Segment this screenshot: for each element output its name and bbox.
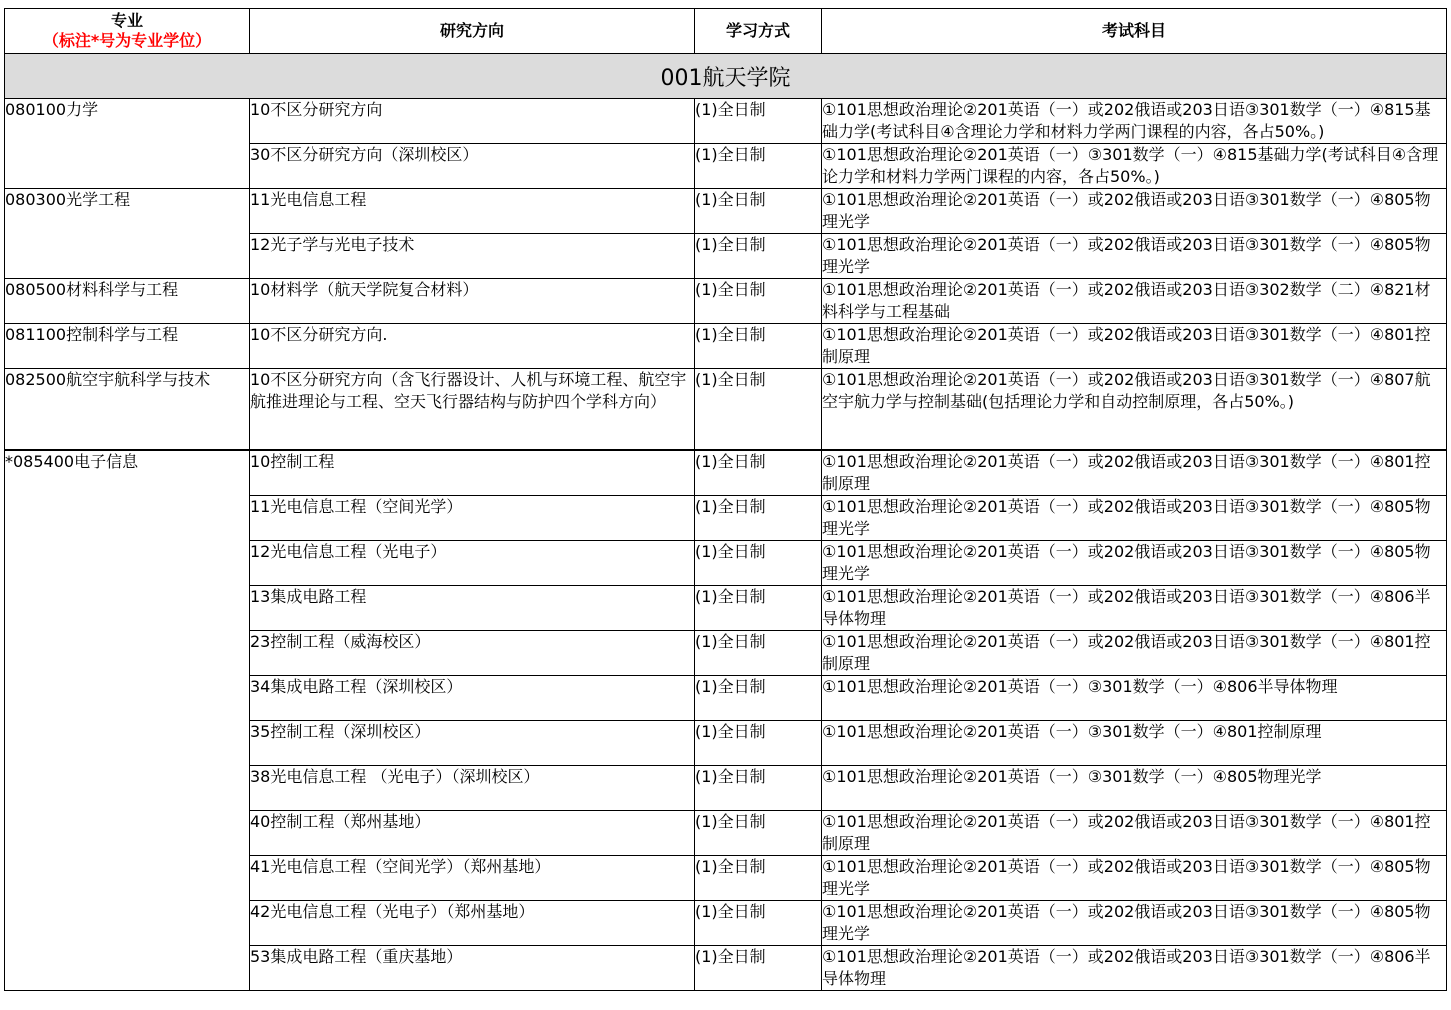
subjects-cell: ①101思想政治理论②201英语（一）或202俄语或203日语③301数学（一）④807航空宇航力学与控制基础(包括理论力学和自动控制原理，各占50%。): [822, 369, 1447, 450]
subjects-cell: ①101思想政治理论②201英语（一）或202俄语或203日语③301数学（一）④805物理光学: [822, 855, 1447, 900]
major-cell: 080100力学: [5, 99, 250, 189]
subjects-cell: ①101思想政治理论②201英语（一）或202俄语或203日语③301数学（一）④806半导体物理: [822, 585, 1447, 630]
direction-cell: 40控制工程（郑州基地）: [250, 810, 695, 855]
table-row: [5, 450, 1447, 496]
major-cell: 080300光学工程: [5, 189, 250, 279]
direction-cell: 13集成电路工程: [250, 585, 695, 630]
table-body: [5, 54, 1447, 991]
subjects-cell: ①101思想政治理论②201英语（一）或202俄语或203日语③301数学（一）④801控制原理: [822, 810, 1447, 855]
header-major-note: （标注*号为专业学位）: [42, 31, 212, 50]
subjects-cell: ①101思想政治理论②201英语（一）或202俄语或203日语③301数学（一）④805物理光学: [822, 540, 1447, 585]
subjects-cell: ①101思想政治理论②201英语（一）或202俄语或203日语③301数学（一）④805物理光学: [822, 189, 1447, 234]
direction-cell: 10不区分研究方向.: [250, 324, 695, 369]
direction-cell: 23控制工程（威海校区）: [250, 630, 695, 675]
mode-cell: (1)全日制: [695, 495, 822, 540]
mode-cell: (1)全日制: [695, 369, 822, 450]
direction-cell: 12光电信息工程（光电子）: [250, 540, 695, 585]
subjects-cell: ①101思想政治理论②201英语（一）③301数学（一）④805物理光学: [822, 765, 1447, 810]
subjects-cell: ①101思想政治理论②201英语（一）或202俄语或203日语③301数学（一）④805物理光学: [822, 900, 1447, 945]
direction-cell: 10控制工程: [250, 450, 695, 496]
direction-cell: 42光电信息工程（光电子）（郑州基地）: [250, 900, 695, 945]
direction-cell: 30不区分研究方向（深圳校区）: [250, 144, 695, 189]
subjects-cell: ①101思想政治理论②201英语（一）或202俄语或203日语③301数学（一）④805物理光学: [822, 234, 1447, 279]
major-cell: 082500航空宇航科学与技术: [5, 369, 250, 450]
mode-cell: (1)全日制: [695, 900, 822, 945]
mode-cell: (1)全日制: [695, 675, 822, 720]
table-row: [5, 279, 1447, 324]
subjects-cell: ①101思想政治理论②201英语（一）或202俄语或203日语③301数学（一）④801控制原理: [822, 630, 1447, 675]
header-major: [5, 9, 250, 54]
direction-cell: 10材料学（航天学院复合材料）: [250, 279, 695, 324]
mode-cell: (1)全日制: [695, 585, 822, 630]
mode-cell: (1)全日制: [695, 189, 822, 234]
table-row: [5, 324, 1447, 369]
mode-cell: (1)全日制: [695, 450, 822, 496]
subjects-cell: ①101思想政治理论②201英语（一）或202俄语或203日语③301数学（一）④801控制原理: [822, 450, 1447, 496]
mode-cell: (1)全日制: [695, 324, 822, 369]
school-row: [5, 54, 1447, 99]
school-title: 001航天学院: [5, 54, 1447, 99]
subjects-cell: ①101思想政治理论②201英语（一）③301数学（一）④815基础力学(考试科目④含理论力学和材料力学两门课程的内容，各占50%。): [822, 144, 1447, 189]
subjects-cell: ①101思想政治理论②201英语（一）或202俄语或203日语③301数学（一）④815基础力学(考试科目④含理论力学和材料力学两门课程的内容，各占50%。): [822, 99, 1447, 144]
table-row: [5, 369, 1447, 450]
direction-cell: 12光子学与光电子技术: [250, 234, 695, 279]
subjects-cell: ①101思想政治理论②201英语（一）或202俄语或203日语③301数学（一）④801控制原理: [822, 324, 1447, 369]
direction-cell: 11光电信息工程: [250, 189, 695, 234]
mode-cell: (1)全日制: [695, 144, 822, 189]
major-cell: 080500材料科学与工程: [5, 279, 250, 324]
mode-cell: (1)全日制: [695, 855, 822, 900]
header-direction: 研究方向: [250, 9, 695, 54]
table-row: [5, 99, 1447, 144]
mode-cell: (1)全日制: [695, 810, 822, 855]
subjects-cell: ①101思想政治理论②201英语（一）③301数学（一）④801控制原理: [822, 720, 1447, 765]
direction-cell: 41光电信息工程（空间光学）（郑州基地）: [250, 855, 695, 900]
header-subjects: 考试科目: [822, 9, 1447, 54]
direction-cell: 10不区分研究方向（含飞行器设计、人机与环境工程、航空宇航推进理论与工程、空天飞行器结构与防护四个学科方向）: [250, 369, 695, 450]
subjects-cell: ①101思想政治理论②201英语（一）或202俄语或203日语③302数学（二）④821材料科学与工程基础: [822, 279, 1447, 324]
direction-cell: 53集成电路工程（重庆基地）: [250, 945, 695, 990]
mode-cell: (1)全日制: [695, 234, 822, 279]
direction-cell: 11光电信息工程（空间光学）: [250, 495, 695, 540]
mode-cell: (1)全日制: [695, 765, 822, 810]
admission-table: [4, 8, 1447, 991]
subjects-cell: ①101思想政治理论②201英语（一）或202俄语或203日语③301数学（一）④805物理光学: [822, 495, 1447, 540]
mode-cell: (1)全日制: [695, 720, 822, 765]
direction-cell: 35控制工程（深圳校区）: [250, 720, 695, 765]
mode-cell: (1)全日制: [695, 279, 822, 324]
direction-cell: 10不区分研究方向: [250, 99, 695, 144]
table-row: [5, 189, 1447, 234]
mode-cell: (1)全日制: [695, 630, 822, 675]
mode-cell: (1)全日制: [695, 945, 822, 990]
major-cell: 081100控制科学与工程: [5, 324, 250, 369]
header-row: [5, 9, 1447, 54]
major-cell: *085400电子信息: [5, 450, 250, 991]
mode-cell: (1)全日制: [695, 540, 822, 585]
direction-cell: 34集成电路工程（深圳校区）: [250, 675, 695, 720]
mode-cell: (1)全日制: [695, 99, 822, 144]
header-major-label: 专业: [110, 11, 143, 30]
direction-cell: 38光电信息工程 （光电子）（深圳校区）: [250, 765, 695, 810]
subjects-cell: ①101思想政治理论②201英语（一）或202俄语或203日语③301数学（一）④806半导体物理: [822, 945, 1447, 990]
subjects-cell: ①101思想政治理论②201英语（一）③301数学（一）④806半导体物理: [822, 675, 1447, 720]
header-mode: 学习方式: [695, 9, 822, 54]
